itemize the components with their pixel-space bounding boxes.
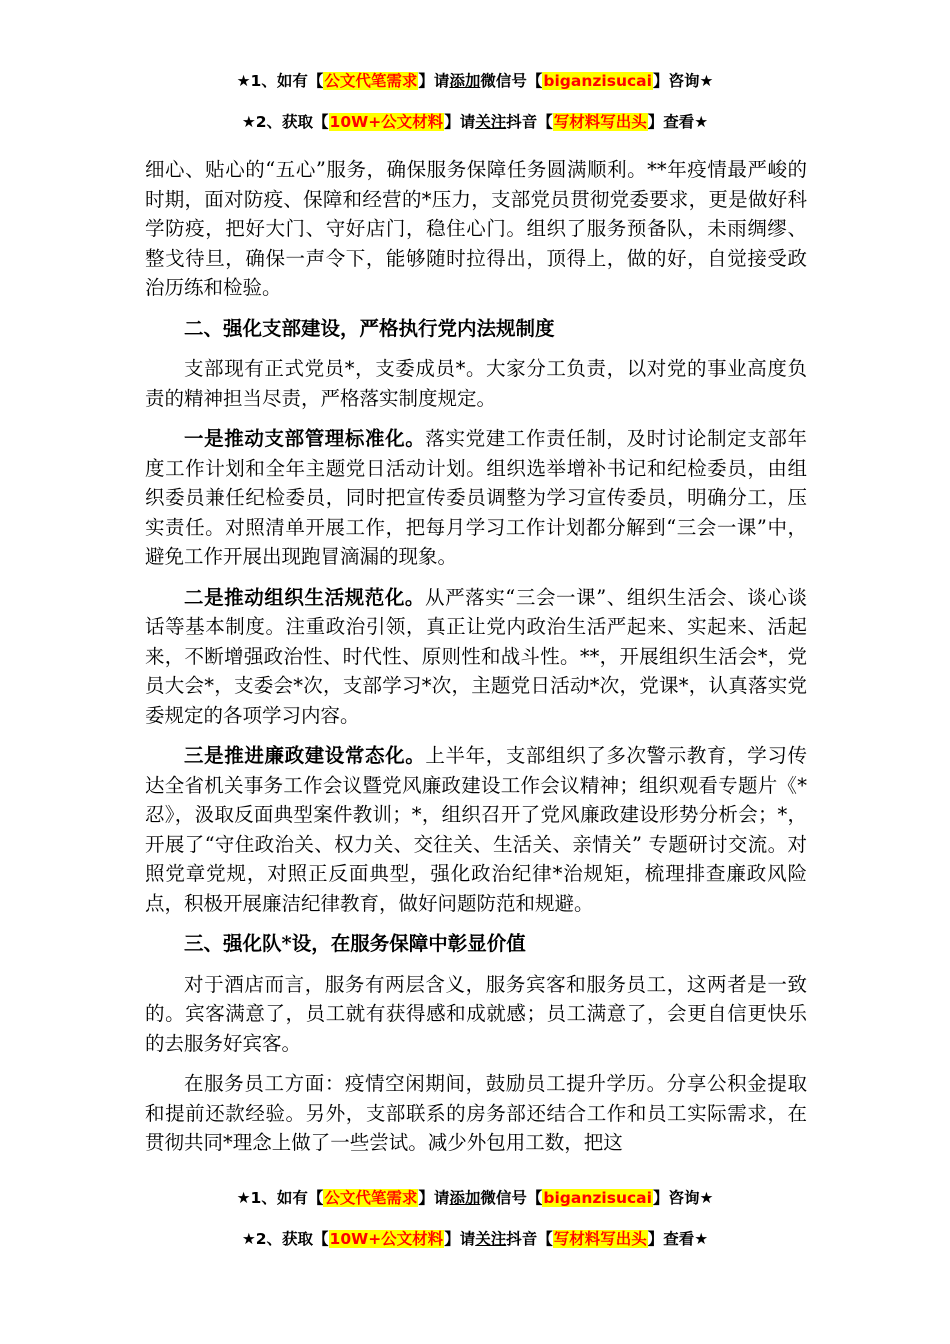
paragraph: 支部现有正式党员*，支委成员*。大家分工负责，以对党的事业高度负责的精神担当尽责，严格落实制度规定。	[145, 357, 807, 410]
paragraph-lead: 二是推动组织生活规范化。	[184, 585, 425, 609]
ad-highlight: biganzisucai	[543, 72, 652, 90]
star-icon: ★	[236, 1189, 251, 1207]
ad-highlight: 公文代笔需求	[324, 1189, 418, 1207]
paragraph: 三是推进廉政建设常态化。上半年，支部组织了多次警示教育，学习传达全省机关事务工作会议暨党风廉政建设工作会议精神；组织观看专题片《*忍》，汲取反面典型案件教训；*，组织召开了党风廉政建设形势分析会；*，开展了“守住政治关、权力关、交往关、生活关、亲情关” 专题研讨交流。对照党章党规，对照正反面典型，强化政治纪律*治规矩，梳理排查廉政风险点，积极开展廉洁纪律教育，做好问题防范和规避。	[145, 744, 807, 915]
document-body	[145, 155, 807, 1169]
ad-highlight: 写材料写出头	[553, 113, 647, 131]
ad-highlight: 公文代笔需求	[324, 72, 418, 90]
header-ad-line-1: ★1、如有【公文代笔需求】请添加微信号【biganzisucai】咨询★	[236, 72, 714, 90]
ad-highlight: 10W+公文材料	[329, 1230, 444, 1248]
section-heading: 三、强化队*设，在服务保障中彰显价值	[184, 932, 526, 955]
paragraph-lead: 一是推动支部管理标准化。	[184, 427, 426, 450]
paragraph: 细心、贴心的“五心”服务，确保服务保障任务圆满顺利。**年疫情最严峻的时期，面对防疫、保障和经营的*压力，支部党员贯彻党委要求，更是做好科学防疫，把好大门、守好店门，稳住心门。组织了服务预备队，未雨绸缪、整戈待旦，确保一声令下，能够随时拉得出，顶得上，做的好，自觉接受政治历练和检验。	[145, 158, 807, 299]
ad-highlight: biganzisucai	[543, 1189, 652, 1207]
paragraph: 在服务员工方面：疫情空闲期间，鼓励员工提升学历。分享公积金提取和提前还款经验。另外，支部联系的房务部还结合工作和员工实际需求，在贯彻共同*理念上做了一些尝试。减少外包用工数，把这	[145, 1072, 807, 1154]
star-icon: ★	[236, 72, 251, 90]
footer-ad-line-1: ★1、如有【公文代笔需求】请添加微信号【biganzisucai】咨询★	[236, 1189, 714, 1207]
ad-highlight: 写材料写出头	[553, 1230, 647, 1248]
star-icon: ★	[241, 1230, 256, 1248]
star-icon: ★	[241, 113, 256, 131]
header-ad-line-2: ★2、获取【10W+公文材料】请关注抖音【写材料写出头】查看★	[241, 113, 709, 131]
paragraph: 二是推动组织生活规范化。从严落实“三会一课”、组织生活会、谈心谈话等基本制度。注重政治引领，真正让党内政治生活严起来、实起来、活起来，不断增强政治性、时代性、原则性和战斗性。**，开展组织生活会*，党员大会*，支委会*次，支部学习*次，主题党日活动*次，党课*，认真落实党委规定的各项学习内容。	[145, 585, 807, 727]
paragraph: 对于酒店而言，服务有两层含义，服务宾客和服务员工，这两者是一致的。宾客满意了，员工就有获得感和成就感；员工满意了，会更自信更快乐的去服务好宾客。	[145, 972, 807, 1055]
paragraph: 一是推动支部管理标准化。落实党建工作责任制，及时讨论制定支部年度工作计划和全年主题党日活动计划。组织选举增补书记和纪检委员，由组织委员兼任纪检委员，同时把宣传委员调整为学习宣传委员，明确分工，压实责任。对照清单开展工作，把每月学习工作计划都分解到“三会一课”中，避免工作开展出现跑冒滴漏的现象。	[145, 427, 807, 568]
section-heading: 二、强化支部建设，严格执行党内法规制度	[184, 316, 555, 340]
footer-ad-line-2: ★2、获取【10W+公文材料】请关注抖音【写材料写出头】查看★	[241, 1230, 709, 1248]
ad-highlight: 10W+公文材料	[329, 113, 444, 131]
paragraph-lead: 三是推进廉政建设常态化。	[184, 744, 426, 767]
